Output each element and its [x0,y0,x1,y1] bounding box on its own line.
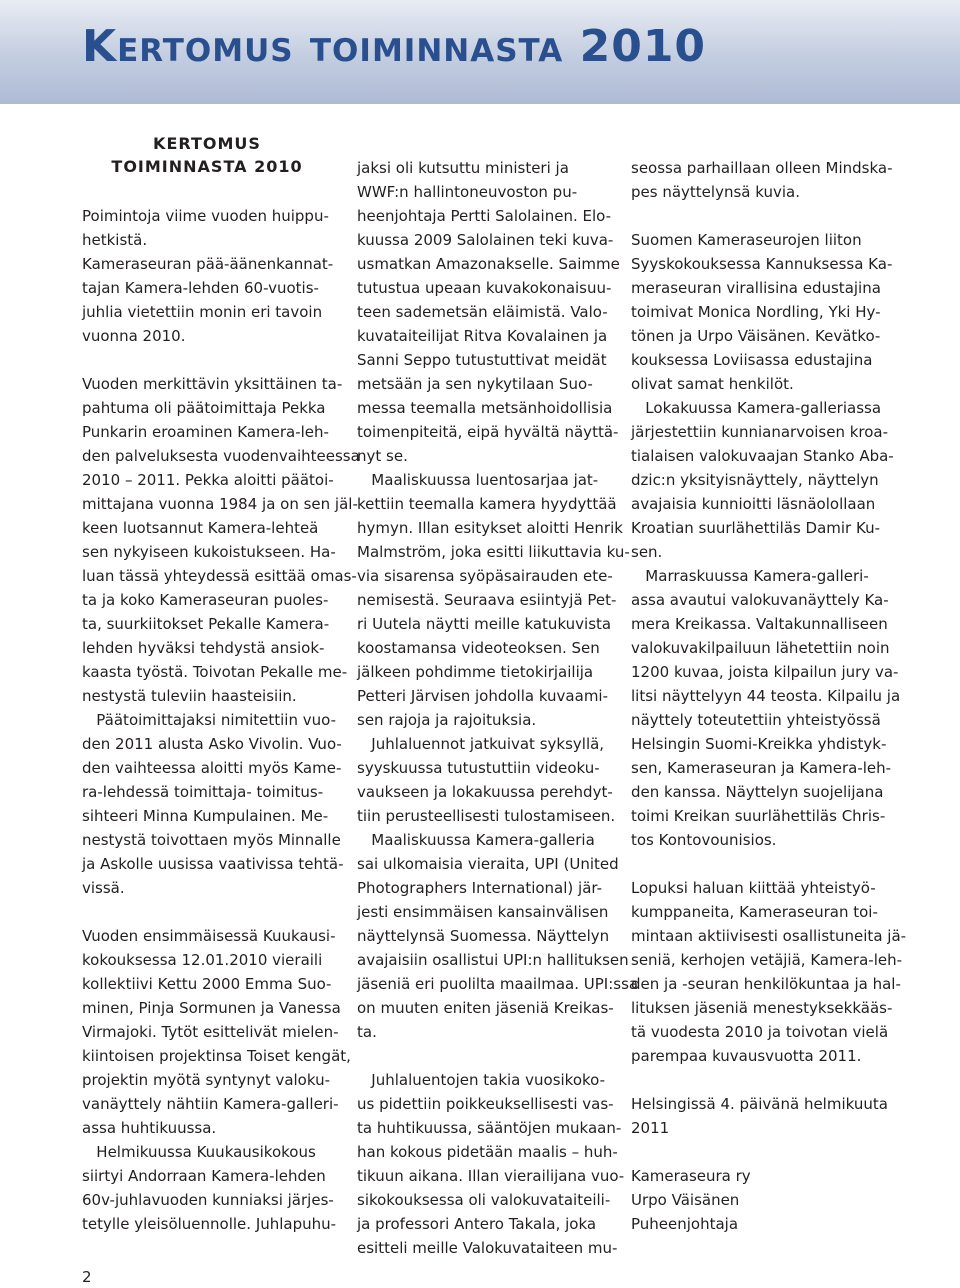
text-line: jesti ensimmäisen kansainvälisen [357,903,609,921]
text-line: kollektiivi Kettu 2000 Emma Suo- [82,975,332,993]
text-line: tikuun aikana. Illan vierailijana vuo- [357,1167,625,1185]
text-line: tos Kontovounisios. [631,831,777,849]
text-line: kettiin teemalla kamera hyydyttää [357,495,617,513]
text-line: siirtyi Andorraan Kamera-lehden [82,1167,326,1185]
text-line: den vaihteessa aloitti myös Kame- [82,759,342,777]
text-line: Puheenjohtaja [631,1215,739,1233]
text-line: sai ulkomaisia vieraita, UPI (United [357,855,619,873]
text-line [82,900,332,924]
text-line: mittajana vuonna 1984 ja on sen jäl- [82,495,358,513]
text-line: assa huhtikuussa. [82,1119,217,1137]
text-line: jälkeen pohdimme tietokirjailija [357,663,594,681]
text-line: Suomen Kameraseurojen liiton [631,231,862,249]
text-line: hetkistä. [82,231,148,249]
text-line: kumppaneita, Kameraseuran toi- [631,903,878,921]
text-line: minen, Pinja Sormunen ja Vanessa [82,999,341,1017]
text-line: 1200 kuvaa, joista kilpailun jury va- [631,663,899,681]
text-line: ta ja koko Kameraseuran puoles- [82,591,329,609]
text-line: nyt se. [357,447,408,465]
column-1 [82,132,360,1236]
text-line: teen sademetsän eläimistä. Valo- [357,303,608,321]
text-line: Lokakuussa Kamera-galleriassa [631,399,882,417]
text-line: mera Kreikassa. Valtakunnalliseen [631,615,888,633]
text-line: 60v-juhlavuoden kunniaksi järjes- [82,1191,334,1209]
text-line [631,852,881,876]
text-line: ri Uutela näytti meille katukuvista [357,615,612,633]
column-1-text [82,204,360,1236]
text-line: ta, suurkiitokset Pekalle Kamera- [82,615,330,633]
text-line: sen rajoja ja rajoituksia. [357,711,537,729]
text-line: Photographers International) jär- [357,879,603,897]
section-title-line-1: KERTOMUS [153,134,261,153]
text-line: toimenpiteitä, eipä hyvältä näyttä- [357,423,619,441]
text-line: Sanni Seppo tutustuttivat meidät [357,351,607,369]
text-line: Virmajoki. Tytöt esittelivät mielen- [82,1023,339,1041]
text-line: nestystä tuleviin haasteisiin. [82,687,297,705]
text-line [357,1044,607,1068]
text-line: Vuoden ensimmäisessä Kuukausi- [82,927,336,945]
text-line: 2011 [631,1119,670,1137]
text-line: 2010 – 2011. Pekka aloitti päätoi- [82,471,334,489]
section-heading [82,132,332,178]
text-line: näyttelynsä Suomessa. Näyttelyn [357,927,610,945]
text-line: toimivat Monica Nordling, Yki Hy- [631,303,881,321]
text-line: us pidettiin poikkeuksellisesti vas- [357,1095,614,1113]
text-line: pahtuma oli päätoimittaja Pekka [82,399,326,417]
text-line: ra-lehdessä toimittaja- toimitus- [82,783,324,801]
column-3-text [631,156,907,1236]
text-line: meraseuran virallisina edustajina [631,279,881,297]
text-line: seossa parhaillaan olleen Mindska- [631,159,893,177]
page-number: 2 [82,1268,92,1286]
text-line: tutustua upeaan kuvakokonaisuu- [357,279,612,297]
column-2 [357,156,639,1260]
text-line: olivat samat henkilöt. [631,375,794,393]
text-line: pes näyttelynsä kuvia. [631,183,800,201]
column-3 [631,156,907,1236]
text-line: Petteri Järvisen johdolla kuvaami- [357,687,609,705]
text-line: messa teemalla metsänhoidollisia [357,399,613,417]
text-line: jäseniä eri puolilta maailmaa. UPI:ssa [357,975,639,993]
text-line: valokuvakilpailuun lähetettiin noin [631,639,890,657]
text-line: koostamansa videoteoksen. Sen [357,639,600,657]
text-line: usmatkan Amazonakselle. Saimme [357,255,620,273]
text-line: Kroatian suurlähettiläs Damir Ku- [631,519,880,537]
text-line: Juhlaluennot jatkuivat syksyllä, [357,735,605,753]
text-line: tönen ja Urpo Väisänen. Kevätko- [631,327,881,345]
text-line: tä vuodesta 2010 ja toivotan vielä [631,1023,889,1041]
text-line: avajaisiin osallistui UPI:n hallituksen [357,951,629,969]
text-line: WWF:n hallintoneuvoston pu- [357,183,578,201]
text-line: dzic:n yksityisnäyttely, näyttelyn [631,471,879,489]
text-line: Urpo Väisänen [631,1191,740,1209]
text-line: via sisarensa syöpäsairauden ete- [357,567,613,585]
section-title-line-2: TOIMINNASTA 2010 [111,157,303,176]
text-line: vuonna 2010. [82,327,186,345]
text-line: Marraskuussa Kamera-galleri- [631,567,869,585]
text-line: järjestettiin kunnianarvoisen kroa- [631,423,889,441]
text-line: Punkarin eroaminen Kamera-leh- [82,423,329,441]
text-line: den ja -seuran henkilökuntaa ja hal- [631,975,901,993]
text-line [631,1068,881,1092]
text-line: Vuoden merkittävin yksittäinen ta- [82,375,343,393]
text-line: näyttely toteutettiin yhteistyössä [631,711,881,729]
text-line [631,1140,881,1164]
text-line: sen, Kameraseuran ja Kamera-leh- [631,759,892,777]
text-line [631,204,881,228]
text-line: tiin perusteellisesti tulostamiseen. [357,807,616,825]
text-line: avajaisia kunnioitti läsnäolollaan [631,495,876,513]
text-line: Lopuksi haluan kiittää yhteistyö- [631,879,876,897]
text-line: den palveluksesta vuodenvaihteessa [82,447,360,465]
text-line: Helmikuussa Kuukausikokous [82,1143,316,1161]
text-line: nemisestä. Seuraava esiintyjä Pet- [357,591,617,609]
text-line: projektin myötä syntynyt valoku- [82,1071,330,1089]
text-line: Helsingissä 4. päivänä helmikuuta [631,1095,888,1113]
text-line: Helsingin Suomi-Kreikka yhdistyk- [631,735,887,753]
text-line: syyskuussa tutustuttiin videoku- [357,759,600,777]
text-line: Kameraseura ry [631,1167,751,1185]
page-title: Kertomus toiminnasta 2010 [82,21,707,72]
text-line: lehden hyväksi tehdystä ansiok- [82,639,325,657]
text-line: assa avautui valokuvanäyttely Ka- [631,591,889,609]
text-line: seniä, kerhojen vetäjiä, Kamera-leh- [631,951,903,969]
text-line: parempaa kuvausvuotta 2011. [631,1047,862,1065]
text-line: Malmström, joka esitti liikuttavia ku- [357,543,630,561]
text-line: on muuten eniten jäseniä Kreikas- [357,999,614,1017]
text-line: kuvataiteilijat Ritva Kovalainen ja [357,327,608,345]
text-line: esitteli meille Valokuvataiteen mu- [357,1239,618,1257]
text-line: mintaan aktiivisesti osallistuneita jä- [631,927,907,945]
text-line: ja professori Antero Takala, joka [357,1215,597,1233]
text-line: Syyskokouksessa Kannuksessa Ka- [631,255,893,273]
text-line [82,348,332,372]
text-line: sen. [631,543,663,561]
text-line: toimi Kreikan suurlähettiläs Chris- [631,807,886,825]
text-line: litsi näyttelyyn 44 teosta. Kilpailu ja [631,687,901,705]
text-line: Maaliskuussa Kamera-galleria [357,831,595,849]
text-line: hymyn. Illan esitykset aloitti Henrik [357,519,623,537]
text-line: ja Askolle uusissa vaativissa tehtä- [82,855,344,873]
text-line: sikokouksessa oli valokuvataiteili- [357,1191,611,1209]
text-line: vanäyttely nähtiin Kamera-galleri- [82,1095,339,1113]
text-line: vaukseen ja lokakuussa perehdyt- [357,783,613,801]
text-line: Poimintoja viime vuoden huippu- [82,207,329,225]
text-line: Päätoimittajaksi nimitettiin vuo- [82,711,337,729]
header-band [0,0,960,104]
text-line: juhlia vietettiin monin eri tavoin [82,303,323,321]
text-line: den kanssa. Näyttelyn suojelijana [631,783,884,801]
text-line: Kameraseuran pää-äänenkannat- [82,255,334,273]
text-line: sen nykyiseen kukoistukseen. Ha- [82,543,336,561]
text-line: keen luotsannut Kamera-lehteä [82,519,319,537]
text-line: lituksen jäseniä menestyksekkääs- [631,999,893,1017]
text-line: tetylle yleisöluennolle. Juhlapuhu- [82,1215,337,1233]
text-line: ta. [357,1023,377,1041]
text-line: kouksessa Loviisassa edustajina [631,351,873,369]
text-line: luan tässä yhteydessä esittää omas- [82,567,357,585]
text-line: ta huhtikuussa, sääntöjen mukaan- [357,1119,622,1137]
text-line: metsään ja sen nykytilaan Suo- [357,375,593,393]
text-line: jaksi oli kutsuttu ministeri ja [357,159,569,177]
text-line: nestystä toivottaen myös Minnalle [82,831,341,849]
text-line: vissä. [82,879,125,897]
column-2-text [357,156,639,1260]
text-line: tajan Kamera-lehden 60-vuotis- [82,279,319,297]
text-line: han kokous pidetään maalis – huh- [357,1143,618,1161]
text-line: kokouksessa 12.01.2010 vieraili [82,951,323,969]
text-line: sihteeri Minna Kumpulainen. Me- [82,807,329,825]
text-line: kiintoisen projektinsa Toiset kengät, [82,1047,351,1065]
text-line: kuussa 2009 Salolainen teki kuva- [357,231,614,249]
text-line: heenjohtaja Pertti Salolainen. Elo- [357,207,612,225]
text-line: tialaisen valokuvaajan Stanko Aba- [631,447,894,465]
text-line: kaasta työstä. Toivotan Pekalle me- [82,663,348,681]
text-line: Maaliskuussa luentosarjaa jat- [357,471,599,489]
text-line: den 2011 alusta Asko Vivolin. Vuo- [82,735,342,753]
text-line: Juhlaluentojen takia vuosikoko- [357,1071,606,1089]
